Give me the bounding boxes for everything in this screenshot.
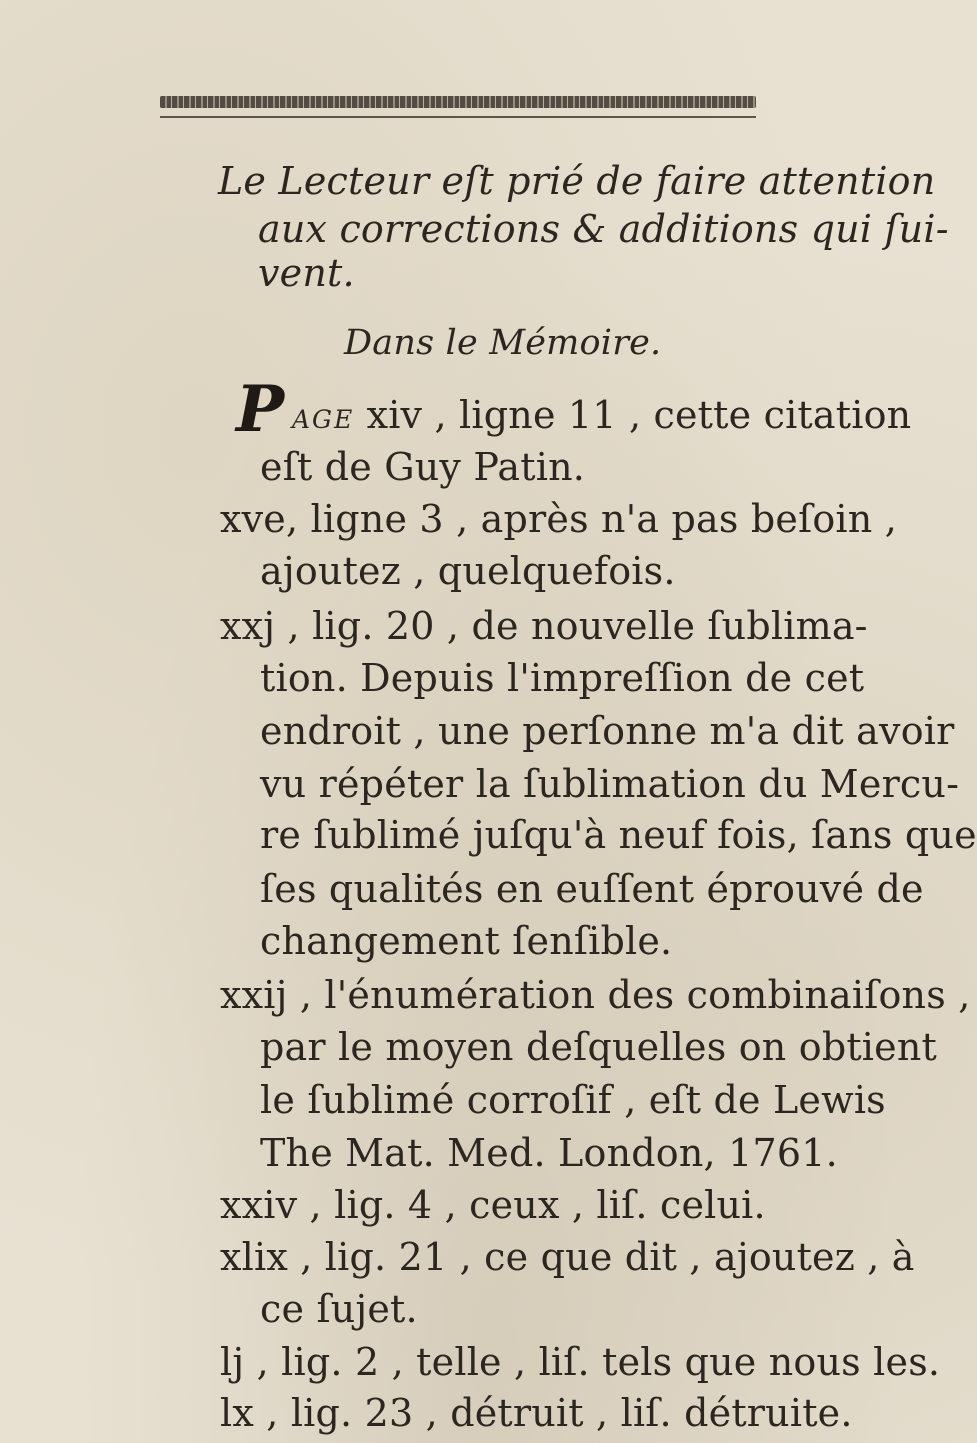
entry-line: tion. Depuis l'impreſſion de cet [260,656,865,700]
entry-line: vu répéter la ſublimation du Mercu- [260,762,960,806]
entry-line: ajoutez , quelquefois. [260,549,676,593]
entry-line: lx , lig. 23 , détruit , liſ. détruite. [220,1391,853,1435]
entry-line: ſes qualités en euſſent éprouvé de [260,867,924,911]
drop-cap: P [236,372,285,447]
entry-line: endroit , une perſonne m'a dit avoir [260,709,955,753]
first-line-caps: AGE [292,405,355,434]
entry-line: changement ſenſible. [260,919,673,963]
entry-line: xxij , l'énumération des combinaiſons , [220,973,971,1017]
entry-line: ce ſujet. [260,1287,418,1331]
entry-line: lj , lig. 2 , telle , liſ. tels que nous les. [220,1340,941,1384]
entry-line: xxiv , lig. 4 , ceux , liſ. celui. [220,1183,766,1227]
entry-line: xve, ligne 3 , après n'a pas beſoin , [220,497,898,541]
notice-line-3: vent. [258,251,355,295]
header-rule [160,116,756,118]
first-line-rest: xiv , ligne 11 , cette citation [366,393,912,437]
section-heading: Dans le Mémoire. [344,323,662,363]
entry-line-first [292,392,911,443]
notice-line-2: aux corrections & additions qui ſui- [258,207,949,251]
entry-line: The Mat. Med. London, 1761. [260,1131,838,1175]
entry-line: xlix , lig. 21 , ce que dit , ajoutez , à [220,1235,915,1279]
notice-line-1: Le Lecteur eſt prié de faire attention [218,159,936,203]
entry-line: le ſublimé corroſif , eſt de Lewis [260,1078,886,1122]
entry-line: re ſublimé juſqu'à neuf fois, ſans que [260,813,977,857]
entry-line: eſt de Guy Patin. [260,445,586,489]
ornamental-rule [160,96,756,108]
entry-line: xxj , lig. 20 , de nouvelle ſublima- [220,604,868,648]
entry-line: par le moyen deſquelles on obtient [260,1025,937,1069]
